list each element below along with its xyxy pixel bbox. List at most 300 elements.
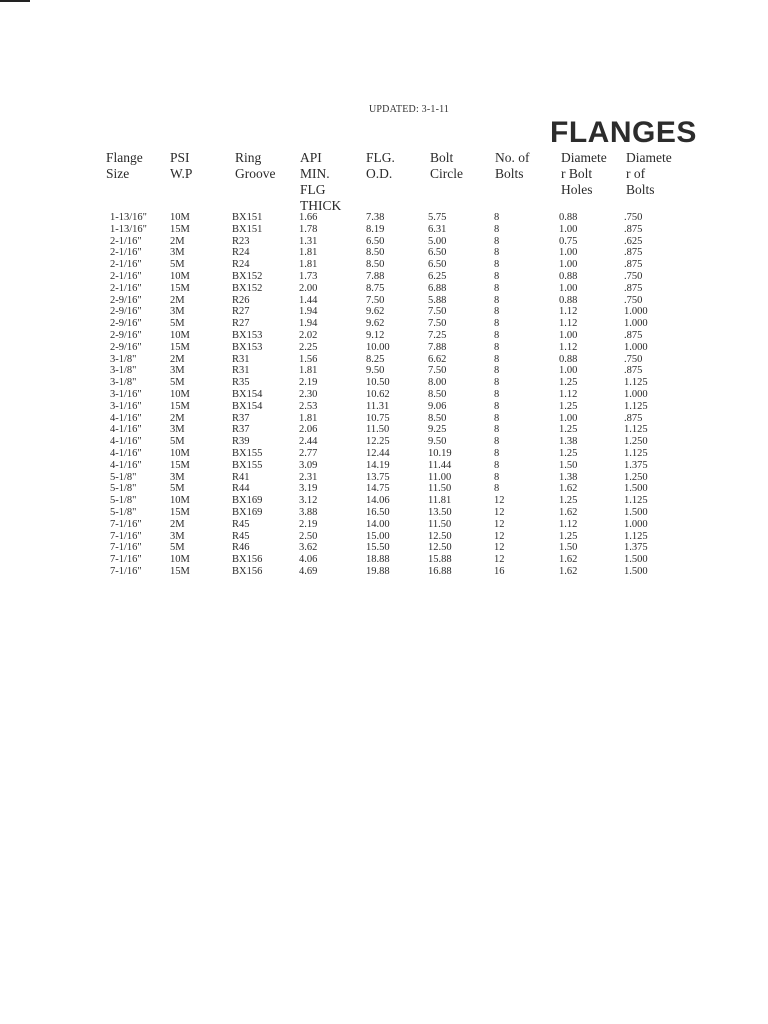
cell-flg-od: 12.25: [366, 436, 390, 448]
cell-api-min-flg-thick: 2.44: [299, 436, 318, 448]
cell-psi-wp: 2M: [170, 412, 185, 424]
cell-ring-groove: BX151: [232, 212, 263, 223]
table-row: [0, 377, 768, 389]
cell-no-of-bolts: 8: [494, 223, 500, 235]
cell-ring-groove: BX152: [232, 270, 263, 282]
cell-no-of-bolts: 8: [494, 353, 500, 365]
cell-ring-groove: BX152: [232, 282, 263, 294]
cell-diameter-of-bolts: .875: [624, 247, 643, 259]
cell-diameter-bolt-holes: 0.88: [559, 294, 578, 306]
cell-psi-wp: 5M: [170, 483, 185, 495]
cell-flg-od: 10.75: [366, 412, 390, 424]
cell-diameter-of-bolts: .875: [624, 365, 643, 377]
cell-flg-od: 18.88: [366, 554, 390, 566]
cell-psi-wp: 5M: [170, 318, 185, 330]
header-flange-size: Flange Size: [106, 150, 143, 181]
cell-flg-od: 8.75: [366, 282, 385, 294]
cell-flg-od: 9.62: [366, 306, 385, 318]
cell-flange-size: 7-1/16": [110, 530, 142, 542]
cell-diameter-of-bolts: .625: [624, 235, 643, 247]
cell-bolt-circle: 6.62: [428, 353, 447, 365]
cell-psi-wp: 3M: [170, 365, 185, 377]
cell-ring-groove: BX154: [232, 400, 263, 412]
cell-flange-size: 4-1/16": [110, 459, 142, 471]
cell-no-of-bolts: 12: [494, 518, 505, 530]
cell-diameter-bolt-holes: 1.00: [559, 282, 578, 294]
header-bolt-circle: Bolt Circle: [430, 150, 463, 181]
cell-no-of-bolts: 16: [494, 565, 505, 577]
cell-flg-od: 13.75: [366, 471, 390, 483]
cell-bolt-circle: 7.88: [428, 341, 447, 353]
cell-no-of-bolts: 8: [494, 377, 500, 389]
cell-diameter-bolt-holes: 1.25: [559, 424, 578, 436]
cell-bolt-circle: 8.50: [428, 412, 447, 424]
cell-flange-size: 4-1/16": [110, 424, 142, 436]
cell-diameter-bolt-holes: 1.12: [559, 306, 578, 318]
cell-flg-od: 9.62: [366, 318, 385, 330]
cell-psi-wp: 3M: [170, 247, 185, 259]
cell-diameter-of-bolts: 1.125: [624, 530, 648, 542]
cell-diameter-bolt-holes: 1.25: [559, 530, 578, 542]
cell-diameter-bolt-holes: 1.38: [559, 471, 578, 483]
cell-diameter-of-bolts: 1.500: [624, 506, 648, 518]
cell-flg-od: 19.88: [366, 565, 390, 577]
cell-bolt-circle: 7.50: [428, 365, 447, 377]
cell-no-of-bolts: 8: [494, 483, 500, 495]
cell-no-of-bolts: 8: [494, 400, 500, 412]
cell-diameter-bolt-holes: 0.88: [559, 212, 578, 223]
table-row: [0, 354, 768, 366]
cell-psi-wp: 15M: [170, 282, 190, 294]
cell-flange-size: 2-9/16": [110, 294, 142, 306]
cell-api-min-flg-thick: 2.00: [299, 282, 318, 294]
cell-no-of-bolts: 8: [494, 365, 500, 377]
table-row: [0, 365, 768, 377]
flange-table-body: [0, 212, 768, 578]
cell-psi-wp: 3M: [170, 530, 185, 542]
cell-no-of-bolts: 8: [494, 412, 500, 424]
page-title: FLANGES: [550, 116, 697, 149]
updated-date: UPDATED: 3-1-11: [369, 104, 450, 115]
cell-diameter-bolt-holes: 1.38: [559, 436, 578, 448]
cell-bolt-circle: 15.88: [428, 554, 452, 566]
cell-flange-size: 2-1/16": [110, 235, 142, 247]
cell-bolt-circle: 11.50: [428, 518, 452, 530]
cell-bolt-circle: 12.50: [428, 542, 452, 554]
cell-ring-groove: R35: [232, 377, 250, 389]
cell-flg-od: 15.00: [366, 530, 390, 542]
cell-psi-wp: 3M: [170, 306, 185, 318]
cell-bolt-circle: 9.06: [428, 400, 447, 412]
cell-api-min-flg-thick: 2.31: [299, 471, 318, 483]
cell-no-of-bolts: 8: [494, 247, 500, 259]
cell-diameter-bolt-holes: 1.00: [559, 247, 578, 259]
cell-psi-wp: 5M: [170, 259, 185, 271]
cell-psi-wp: 2M: [170, 518, 185, 530]
cell-ring-groove: BX155: [232, 447, 263, 459]
cell-bolt-circle: 11.50: [428, 483, 452, 495]
cell-flg-od: 6.50: [366, 235, 385, 247]
cell-api-min-flg-thick: 1.94: [299, 318, 318, 330]
cell-diameter-bolt-holes: 1.12: [559, 518, 578, 530]
table-row: [0, 401, 768, 413]
cell-psi-wp: 10M: [170, 495, 190, 507]
cell-ring-groove: R31: [232, 365, 250, 377]
cell-api-min-flg-thick: 2.19: [299, 518, 318, 530]
cell-bolt-circle: 12.50: [428, 530, 452, 542]
cell-ring-groove: R27: [232, 318, 250, 330]
cell-psi-wp: 10M: [170, 554, 190, 566]
cell-psi-wp: 15M: [170, 341, 190, 353]
cell-no-of-bolts: 8: [494, 329, 500, 341]
table-row: [0, 306, 768, 318]
cell-api-min-flg-thick: 1.44: [299, 294, 318, 306]
cell-no-of-bolts: 8: [494, 212, 500, 223]
table-row: [0, 472, 768, 484]
cell-diameter-bolt-holes: 1.12: [559, 388, 578, 400]
cell-flange-size: 1-13/16": [110, 212, 147, 223]
cell-api-min-flg-thick: 2.50: [299, 530, 318, 542]
cell-flange-size: 2-1/16": [110, 247, 142, 259]
table-row: [0, 413, 768, 425]
cell-diameter-of-bolts: 1.125: [624, 424, 648, 436]
cell-ring-groove: R44: [232, 483, 250, 495]
cell-bolt-circle: 13.50: [428, 506, 452, 518]
cell-bolt-circle: 8.50: [428, 388, 447, 400]
cell-bolt-circle: 7.50: [428, 318, 447, 330]
cell-flg-od: 10.50: [366, 377, 390, 389]
cell-ring-groove: BX154: [232, 388, 263, 400]
cell-flange-size: 3-1/16": [110, 400, 142, 412]
cell-diameter-bolt-holes: 1.62: [559, 554, 578, 566]
cell-api-min-flg-thick: 1.66: [299, 212, 318, 223]
cell-diameter-bolt-holes: 0.88: [559, 270, 578, 282]
cell-flange-size: 2-9/16": [110, 306, 142, 318]
cell-flange-size: 2-9/16": [110, 341, 142, 353]
cell-flange-size: 3-1/8": [110, 377, 137, 389]
cell-ring-groove: R39: [232, 436, 250, 448]
table-row: [0, 519, 768, 531]
cell-psi-wp: 15M: [170, 565, 190, 577]
cell-no-of-bolts: 8: [494, 270, 500, 282]
cell-api-min-flg-thick: 2.06: [299, 424, 318, 436]
cell-no-of-bolts: 8: [494, 341, 500, 353]
cell-diameter-of-bolts: .875: [624, 412, 643, 424]
table-row: [0, 224, 768, 236]
cell-flg-od: 7.88: [366, 270, 385, 282]
cell-diameter-of-bolts: 1.250: [624, 436, 648, 448]
cell-flange-size: 5-1/8": [110, 471, 137, 483]
cell-diameter-bolt-holes: 1.50: [559, 459, 578, 471]
cell-api-min-flg-thick: 1.31: [299, 235, 318, 247]
cell-ring-groove: BX155: [232, 459, 263, 471]
table-row: [0, 507, 768, 519]
cell-api-min-flg-thick: 1.56: [299, 353, 318, 365]
cell-ring-groove: R26: [232, 294, 250, 306]
cell-api-min-flg-thick: 3.62: [299, 542, 318, 554]
cell-flange-size: 5-1/8": [110, 506, 137, 518]
table-row: [0, 566, 768, 578]
cell-ring-groove: R23: [232, 235, 250, 247]
cell-bolt-circle: 5.00: [428, 235, 447, 247]
cell-flg-od: 7.38: [366, 212, 385, 223]
corner-scan-mark: [0, 0, 30, 2]
cell-diameter-of-bolts: 1.125: [624, 377, 648, 389]
cell-flange-size: 3-1/8": [110, 353, 137, 365]
table-row: [0, 259, 768, 271]
cell-psi-wp: 5M: [170, 377, 185, 389]
cell-diameter-of-bolts: .875: [624, 223, 643, 235]
cell-diameter-of-bolts: 1.250: [624, 471, 648, 483]
cell-bolt-circle: 8.00: [428, 377, 447, 389]
cell-bolt-circle: 11.81: [428, 495, 452, 507]
cell-bolt-circle: 5.88: [428, 294, 447, 306]
table-row: [0, 212, 768, 224]
cell-bolt-circle: 10.19: [428, 447, 452, 459]
cell-api-min-flg-thick: 3.12: [299, 495, 318, 507]
table-row: [0, 542, 768, 554]
cell-diameter-bolt-holes: 1.25: [559, 495, 578, 507]
cell-bolt-circle: 6.50: [428, 259, 447, 271]
cell-ring-groove: R27: [232, 306, 250, 318]
cell-diameter-of-bolts: 1.000: [624, 388, 648, 400]
cell-psi-wp: 3M: [170, 424, 185, 436]
cell-diameter-bolt-holes: 0.75: [559, 235, 578, 247]
table-row: [0, 448, 768, 460]
cell-diameter-bolt-holes: 1.00: [559, 329, 578, 341]
cell-flg-od: 14.75: [366, 483, 390, 495]
cell-diameter-bolt-holes: 1.00: [559, 259, 578, 271]
cell-diameter-of-bolts: 1.375: [624, 459, 648, 471]
table-row: [0, 483, 768, 495]
cell-api-min-flg-thick: 4.69: [299, 565, 318, 577]
cell-flg-od: 12.44: [366, 447, 390, 459]
table-row: [0, 342, 768, 354]
cell-flange-size: 7-1/16": [110, 554, 142, 566]
cell-diameter-of-bolts: 1.375: [624, 542, 648, 554]
cell-diameter-bolt-holes: 1.00: [559, 412, 578, 424]
cell-diameter-of-bolts: .750: [624, 270, 643, 282]
cell-diameter-bolt-holes: 0.88: [559, 353, 578, 365]
table-row: [0, 295, 768, 307]
cell-no-of-bolts: 12: [494, 554, 505, 566]
cell-flange-size: 7-1/16": [110, 542, 142, 554]
table-row: [0, 495, 768, 507]
cell-psi-wp: 15M: [170, 506, 190, 518]
header-psi-wp: PSI W.P: [170, 150, 193, 181]
cell-diameter-of-bolts: .750: [624, 212, 643, 223]
header-diameter-of-bolts: Diamete r of Bolts: [626, 150, 672, 197]
cell-diameter-bolt-holes: 1.00: [559, 223, 578, 235]
cell-flange-size: 3-1/8": [110, 365, 137, 377]
cell-diameter-of-bolts: .875: [624, 329, 643, 341]
cell-api-min-flg-thick: 4.06: [299, 554, 318, 566]
cell-diameter-of-bolts: 1.500: [624, 483, 648, 495]
table-row: [0, 236, 768, 248]
header-diameter-bolt-holes: Diamete r Bolt Holes: [561, 150, 607, 197]
cell-no-of-bolts: 8: [494, 388, 500, 400]
table-row: [0, 330, 768, 342]
cell-api-min-flg-thick: 2.19: [299, 377, 318, 389]
table-row: [0, 554, 768, 566]
cell-bolt-circle: 6.50: [428, 247, 447, 259]
cell-flange-size: 7-1/16": [110, 518, 142, 530]
cell-diameter-of-bolts: 1.000: [624, 518, 648, 530]
cell-bolt-circle: 7.25: [428, 329, 447, 341]
cell-flange-size: 7-1/16": [110, 565, 142, 577]
cell-diameter-bolt-holes: 1.25: [559, 377, 578, 389]
cell-no-of-bolts: 12: [494, 506, 505, 518]
cell-api-min-flg-thick: 2.77: [299, 447, 318, 459]
cell-ring-groove: BX151: [232, 223, 263, 235]
cell-diameter-of-bolts: 1.500: [624, 565, 648, 577]
cell-diameter-of-bolts: .750: [624, 353, 643, 365]
cell-bolt-circle: 6.31: [428, 223, 447, 235]
cell-flg-od: 8.50: [366, 247, 385, 259]
cell-psi-wp: 10M: [170, 388, 190, 400]
cell-api-min-flg-thick: 2.02: [299, 329, 318, 341]
cell-api-min-flg-thick: 2.25: [299, 341, 318, 353]
cell-flg-od: 14.19: [366, 459, 390, 471]
cell-psi-wp: 2M: [170, 294, 185, 306]
cell-no-of-bolts: 8: [494, 459, 500, 471]
cell-api-min-flg-thick: 1.81: [299, 259, 318, 271]
cell-flg-od: 14.00: [366, 518, 390, 530]
cell-flg-od: 16.50: [366, 506, 390, 518]
cell-flg-od: 7.50: [366, 294, 385, 306]
cell-api-min-flg-thick: 1.81: [299, 412, 318, 424]
cell-diameter-of-bolts: .750: [624, 294, 643, 306]
cell-api-min-flg-thick: 2.53: [299, 400, 318, 412]
cell-flange-size: 2-9/16": [110, 318, 142, 330]
header-api-min-flg-thick: API MIN. FLG THICK: [300, 150, 342, 213]
table-row: [0, 283, 768, 295]
cell-psi-wp: 15M: [170, 459, 190, 471]
cell-diameter-of-bolts: 1.000: [624, 306, 648, 318]
cell-api-min-flg-thick: 1.78: [299, 223, 318, 235]
cell-bolt-circle: 11.44: [428, 459, 452, 471]
cell-flg-od: 15.50: [366, 542, 390, 554]
cell-flange-size: 2-9/16": [110, 329, 142, 341]
cell-psi-wp: 10M: [170, 270, 190, 282]
cell-flg-od: 9.12: [366, 329, 385, 341]
cell-flg-od: 11.31: [366, 400, 390, 412]
cell-ring-groove: R24: [232, 247, 250, 259]
cell-diameter-of-bolts: .875: [624, 259, 643, 271]
cell-no-of-bolts: 8: [494, 447, 500, 459]
cell-flg-od: 14.06: [366, 495, 390, 507]
cell-no-of-bolts: 12: [494, 530, 505, 542]
cell-flg-od: 8.25: [366, 353, 385, 365]
cell-flg-od: 8.50: [366, 259, 385, 271]
cell-bolt-circle: 11.00: [428, 471, 452, 483]
cell-flange-size: 2-1/16": [110, 259, 142, 271]
cell-diameter-of-bolts: 1.125: [624, 400, 648, 412]
cell-bolt-circle: 16.88: [428, 565, 452, 577]
cell-flg-od: 9.50: [366, 365, 385, 377]
cell-ring-groove: R45: [232, 530, 250, 542]
cell-ring-groove: R37: [232, 424, 250, 436]
cell-diameter-bolt-holes: 1.62: [559, 483, 578, 495]
cell-api-min-flg-thick: 2.30: [299, 388, 318, 400]
cell-no-of-bolts: 8: [494, 259, 500, 271]
cell-psi-wp: 5M: [170, 436, 185, 448]
cell-psi-wp: 10M: [170, 447, 190, 459]
cell-bolt-circle: 5.75: [428, 212, 447, 223]
header-no-of-bolts: No. of Bolts: [495, 150, 530, 181]
cell-api-min-flg-thick: 1.81: [299, 365, 318, 377]
cell-no-of-bolts: 8: [494, 294, 500, 306]
cell-diameter-of-bolts: .875: [624, 282, 643, 294]
cell-diameter-bolt-holes: 1.00: [559, 365, 578, 377]
cell-flange-size: 1-13/16": [110, 223, 147, 235]
cell-no-of-bolts: 8: [494, 235, 500, 247]
cell-no-of-bolts: 8: [494, 306, 500, 318]
cell-ring-groove: R41: [232, 471, 250, 483]
cell-flange-size: 2-1/16": [110, 282, 142, 294]
header-flg-od: FLG. O.D.: [366, 150, 395, 181]
cell-psi-wp: 5M: [170, 542, 185, 554]
cell-flange-size: 4-1/16": [110, 447, 142, 459]
cell-ring-groove: BX153: [232, 329, 263, 341]
cell-ring-groove: R31: [232, 353, 250, 365]
cell-diameter-bolt-holes: 1.12: [559, 318, 578, 330]
cell-no-of-bolts: 8: [494, 318, 500, 330]
cell-flange-size: 5-1/8": [110, 483, 137, 495]
cell-flange-size: 3-1/16": [110, 388, 142, 400]
cell-diameter-bolt-holes: 1.25: [559, 447, 578, 459]
cell-psi-wp: 15M: [170, 400, 190, 412]
cell-bolt-circle: 9.50: [428, 436, 447, 448]
cell-api-min-flg-thick: 1.94: [299, 306, 318, 318]
cell-bolt-circle: 6.25: [428, 270, 447, 282]
cell-no-of-bolts: 8: [494, 436, 500, 448]
cell-ring-groove: BX156: [232, 565, 263, 577]
cell-no-of-bolts: 8: [494, 424, 500, 436]
cell-ring-groove: BX169: [232, 506, 263, 518]
cell-api-min-flg-thick: 3.09: [299, 459, 318, 471]
cell-diameter-of-bolts: 1.500: [624, 554, 648, 566]
cell-diameter-bolt-holes: 1.12: [559, 341, 578, 353]
cell-no-of-bolts: 12: [494, 542, 505, 554]
cell-diameter-of-bolts: 1.125: [624, 495, 648, 507]
table-row: [0, 389, 768, 401]
cell-ring-groove: R46: [232, 542, 250, 554]
cell-psi-wp: 2M: [170, 353, 185, 365]
cell-diameter-bolt-holes: 1.62: [559, 506, 578, 518]
cell-api-min-flg-thick: 1.81: [299, 247, 318, 259]
cell-diameter-bolt-holes: 1.25: [559, 400, 578, 412]
cell-psi-wp: 3M: [170, 471, 185, 483]
header-ring-groove: Ring Groove: [235, 150, 276, 181]
cell-api-min-flg-thick: 3.19: [299, 483, 318, 495]
table-row: [0, 318, 768, 330]
cell-flange-size: 2-1/16": [110, 270, 142, 282]
cell-no-of-bolts: 8: [494, 471, 500, 483]
cell-bolt-circle: 9.25: [428, 424, 447, 436]
cell-ring-groove: BX169: [232, 495, 263, 507]
cell-bolt-circle: 7.50: [428, 306, 447, 318]
cell-ring-groove: BX156: [232, 554, 263, 566]
cell-flg-od: 10.00: [366, 341, 390, 353]
table-row: [0, 424, 768, 436]
cell-psi-wp: 10M: [170, 329, 190, 341]
cell-no-of-bolts: 12: [494, 495, 505, 507]
cell-ring-groove: R24: [232, 259, 250, 271]
cell-diameter-bolt-holes: 1.50: [559, 542, 578, 554]
cell-ring-groove: BX153: [232, 341, 263, 353]
cell-no-of-bolts: 8: [494, 282, 500, 294]
